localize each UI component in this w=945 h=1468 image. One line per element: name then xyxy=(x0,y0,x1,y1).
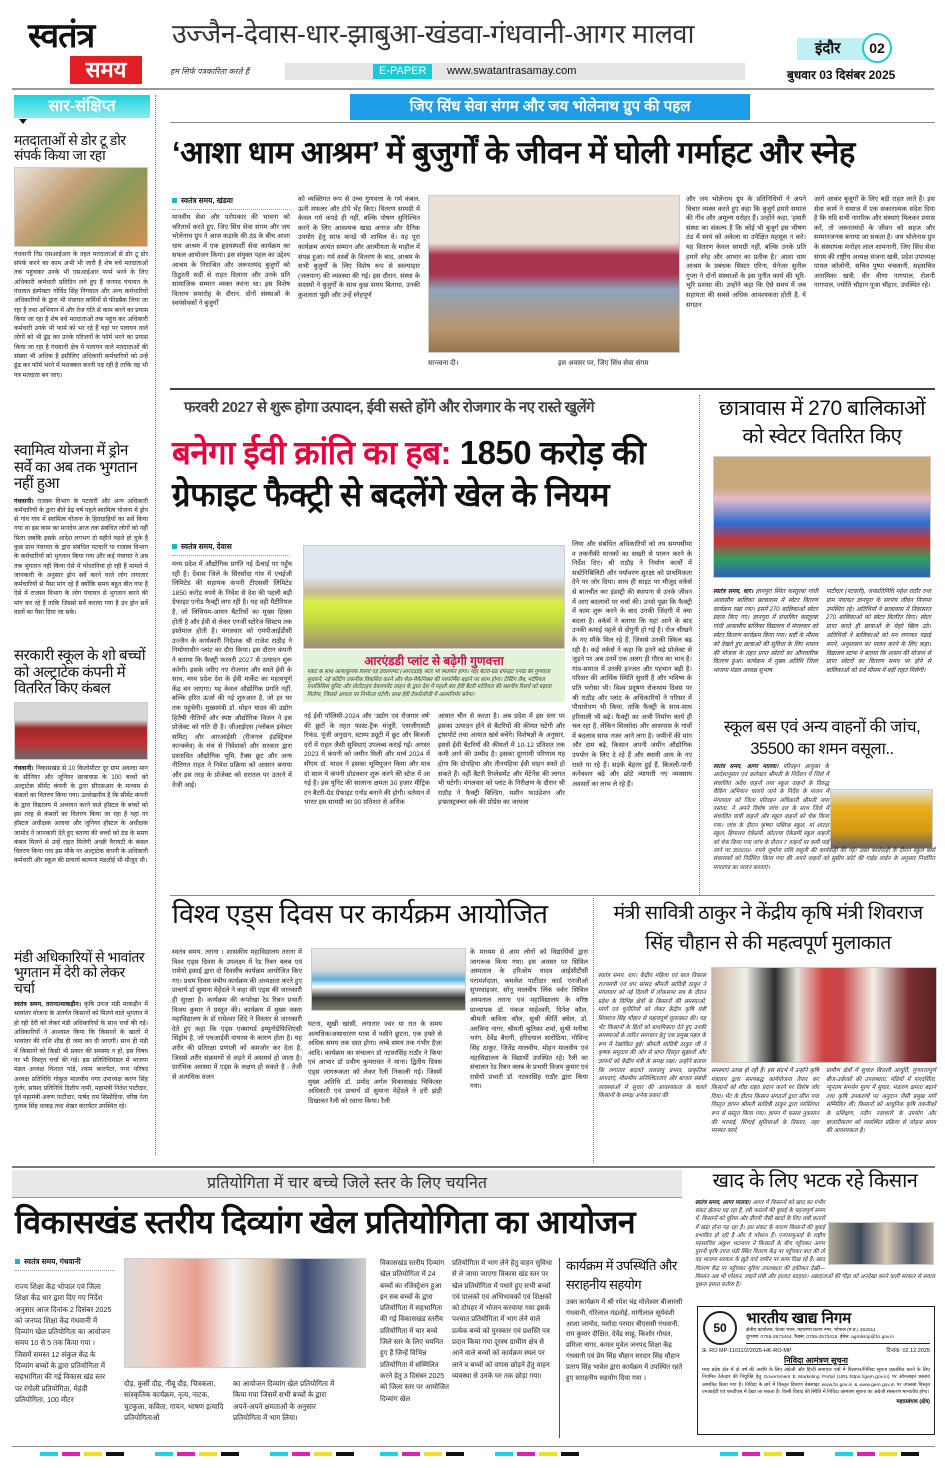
sidebar-body: कृषि उपज मंडी माकड़ौन में भावांतर योजना के अंतर्गत किसानों को मिलने वाले भुगतान में हो रही देरी को लेकर मंडी अधिकारियों के साथ चर्चा की गई। अधिकारियों ने आश्वस्त किया कि किसानों के खातों में भावांतर की राशि शीघ्र ही जमा कर दी जाएगी। साथ ही मंडी में किसानों को किसी भी प्रकार की समस्या न हो, इस विषय पर भी विस्तृत चर्चा की गई। इस प्रतिनिधिमंडल में भाजपा मंडल अध्यक्ष विशाल पांडे, श्याम कारपेंटर, नगर परिषद अध्यक्ष प्रतिनिधि गोकुल मालवीय नगर उपाध्यक्ष करण सिंह गुर्जर, सांसद प्रतिनिधि दिलीप नामी, महामंत्री नितेश पाटीदार, पूर्व महामंत्री अरुण पाटीदार, पार्षद राम सिसोदिया, वरिष्ठ नेता गुलाब सिंह धाकड़ तथा शेखर कारपेंटर उपस्थित रहे। xyxy=(14,1001,148,1111)
photo-hostel-girls xyxy=(713,456,931,578)
page-number: 02 xyxy=(862,33,892,63)
bus-headline: स्कूल बस एवं अन्य वाहनों की जांच, 35500 का शमन वसूला.. xyxy=(723,718,921,758)
fci-date: दिनांक: 02.12.2025 xyxy=(886,1348,930,1354)
hostel-col-2: पाटीदार (पटवारी), जनप्रतिनिधि महेश राठौर तथा ग्राम पंचायत ज्ञानपुरा के सरपंच जीवन निनामा उपस्थित रहे। अतिथियों ने छात्रावास में निवासरत 270 बालिकाओं को स्वेटर वितरित किए। स्वेटर प्राप्त करते ही छात्राओं के चेहरे खिल उठे। अतिथियों ने बालिकाओं को मन लगाकर पढ़ाई करने, अनुशासन का पालन करने के लिए कहा। विद्यालय स्टाफ ने बताया कि शासन की योजना से प्राप्त स्वेटरों का वितरण समय पर होने से बालिकाओं को सर्द मौसम में बड़ी राहत मिलेगी। xyxy=(826,589,931,675)
fci-signature: महाप्रबंधक (क्षेत्र) xyxy=(896,1398,930,1405)
sidebar-headline: मंडी अधिकारियों से भावांतर भुगतान में देरी को लेकर चर्चा xyxy=(14,949,145,996)
dateline: स्वतंत्र समय, धार। xyxy=(713,589,754,595)
sidebar-body: राजस्व विभाग के पटवारी और अन्य अधिकारी कर्मचारियों के द्वारा बीते डेढ़ वर्ष पहले स्वामित्व योजना में ड्रोन से गांव गांव में स्वामित्व योजना के हितग्राहियों का सर्वे किया गया था इस काम का मानदेय आज तक संबंधित लोगों को नहीं मिला जबकि इसके आदेश लगभग दो महीने पहले हो चुके हैं कुछ ग्राम पंचायत के द्वारा संबंधित पटवारी या राजस्व विभाग के कर्मचारियों को भुगतान किया गया और कई पंचायत ने अब तक भुगतान नहीं किया ऐसे में परेशानियां हो रही हैं मामले में जानकारी के अनुसार ड्रोन सर्वे करने वाले लोग लगातार कर्मचारियों से पैसा मांग रहे हैं क्योंकि समय बहुत बीत गया है ऐसे में राजस्व विभाग के लोग पंचायत से भुगतान करने की मांग कर रहे हैं ताकि जिससे सर्वे कराया गया है उन ड्रोन सर्वे वालों का पैसा दिया जा सके। xyxy=(14,497,148,617)
registration-marks xyxy=(720,1452,804,1456)
ev-headline-black: 1850 करोड़ की xyxy=(451,434,646,471)
registration-marks xyxy=(270,1452,354,1456)
footer-rule xyxy=(12,1446,935,1447)
ev-byline: स्वतंत्र समय, देवास xyxy=(172,542,290,556)
minister-col-3: ग्रामीण क्षेत्रों में सुचारु बिजली आपूर्ति, गुणवत्तापूर्ण बीज-उर्वरकों की उपलब्धता, मंडियों में पारदर्शिता, न्यूनतम समर्थन मूल्य में सुधार, भंडारण क्षमता बढ़ाने तथा कृषि उपकरणों पर अनुदान जैसी प्रमुख मांगें सम्मिलित थीं। किसानों को आधुनिक कृषि तकनीकों के प्रशिक्षण, नवीन नवाचारों के उपयोग और बाजारीकरण को व्यवस्थित प्रक्रिया से जोड़ना समय की आवश्यकता है। xyxy=(826,1068,936,1135)
lead-byline: स्वतंत्र समय, खंडवा xyxy=(172,196,290,210)
ev-caption-body: प्लांट के साथ अत्याधुनिक रिसर्च एंड डेवलपमेंट (आरएंडडी) सेंटर भी स्थापित होगा। यहां बैटरी-ग्रेड ग्रेफाइट एनोड की गुणवत्ता सुधारने, नई कोटिंग तकनीक विकसित करने और सेल-मैकेनिक्स की परफॉर्मेंस बढ़ाने पर काम होगा। टेस्टिंग लैब, मटेरियल एनालिसिस यूनिट और प्रोटोटाइप डेवलपमेंट लाइन के द्वारा देश में पहली बार ईवी बैटरी मटेरियल की स्थानीय रिसर्च को बढ़ावा मिलेगा, जिससे आयात पर निर्भरता घटेगी। साथ ईवी टेक्नोलॉजी में आत्मनिर्भर बनेगा। xyxy=(307,669,552,698)
logo-bottom: समय xyxy=(70,56,142,84)
photo-aids-rally xyxy=(311,948,466,1011)
photo-factory-inspection xyxy=(303,545,565,649)
column-divider xyxy=(559,1258,560,1438)
photo-voter-outreach xyxy=(14,167,148,247)
column-divider xyxy=(593,898,594,1163)
fci-body: मध्य प्रदेश क्षेत्र में दो वर्ष की अवधि के लिए अंग्रेजी और हिन्दी समाचार पत्रों में विज्ञापन/निविदा सूचना प्रकाशित करने के लिए नियमित ठेकेदार की नियुक्ति हेतु Government E Marketing Portal (URL:https://gem.gov.in) पर ऑनलाइन प्रस्ताव आमंत्रित किया गया है। निविदा के बारे में विस्तृत विवरण वेबसाइट www.fci.gov.in & www.gem.gov.in पर उपलब्ध विस्तृत एनआईटी एवं एसटीएस में देखा जा सकता है। किसी विवाद की स्थिति में निविदा आमंत्रण सूचना का अंग्रेजी संस्करण मान्य/वैध होगा। xyxy=(702,1368,930,1396)
sports-col-4: विकासखंड स्तरीय दिव्यांग खेल प्रतियोगिता में 24 बच्चों का रजिस्ट्रेशन हुआ इन सब बच्चों के द्वारा प्रतियोगिता में सहभागिता की गई विकासखंड स्तरीय प्रतियोगिता में चार बच्चे जिले स्तर के लिए चयनित हुए हैं जिन्हें विभिन्न प्रतियोगिता में सम्मिलित करने हेतु 3 दिसंबर 2025 को जिला स्तर पर आयोजित दिव्यांग खेल xyxy=(380,1260,449,1403)
dateline: स्वतंत्र समय, तराना/माकड़ौन। xyxy=(14,1001,82,1009)
sidebar-article xyxy=(14,950,148,1112)
lead-headline: ‘आशा धाम आश्रम’ में बुजुर्गों के जीवन में घोली गर्माहट और स्नेह xyxy=(172,135,855,170)
sports-side-headline: कार्यक्रम में उपस्थिति और सराहनीय सहयोग xyxy=(566,1258,677,1292)
sports-byline: स्वतंत्र समय, गंधवानी xyxy=(15,1257,115,1271)
sidebar-article xyxy=(14,648,148,866)
section-rule xyxy=(170,388,935,390)
fertilizer-headline: खाद के लिए भटक रहे किसान xyxy=(712,1170,918,1192)
sidebar-headline: सरकारी स्कूल के शो बच्चों को अल्ट्राटेक कंपनी में वितरित किए कंबल xyxy=(14,647,146,697)
registration-marks xyxy=(155,1452,239,1456)
region-title: उज्जैन-देवास-धार-झाबुआ-खंडवा-गंधवानी-आगर मालवा xyxy=(172,19,694,49)
hostel-col-1: ज्ञानपुरा स्थित कस्तूरबा गांधी आवासीय बालिका छात्रावास में स्वेटर वितरण कार्यक्रम रखा गया। इसमें 270 बालिकाओं स्वेटर प्रदान किए गए। ज्ञानपुरा में संचालित कस्तूरबा गांधी आवासीय बालिका विद्यालय में मंगलवार को स्वेटर वितरण कार्यक्रम किया गया। सर्दी के मौसम को देखते हुए छात्राओं की सुविधा के लिए शासन की योजना के तहत प्राप्त स्वेटरों का औपचारिक वितरण हुआ। कार्यक्रम में मुख्य अतिथि जिला भाजपा मंडल अध्यक्ष सुभाष xyxy=(713,589,818,675)
sidebar-label-arrow xyxy=(19,119,27,124)
fci-org-name: भारतीय खाद्य निगम xyxy=(746,1310,852,1327)
sports-col-2: दौड़, कुर्सी दौड़, नींबू दौड़, चित्रकला, सांस्कृतिक कार्यक्रम, नृत्य, नाटक, चुटकुला, कविता, गायन, भाषण इत्यादि प्रतियोगिताओं xyxy=(124,1379,224,1422)
edition-name: इंदौर xyxy=(815,40,841,57)
ev-col-3: आयात चीन से करता है। अब प्रदेश में इस स्तर पर इसका उत्पादन होने से बैटरियों की कीमत घटेगी और ट्रांसपोर्ट तथा आयात खर्च बचेंगे। विशेषज्ञों के अनुसार, इससे ईवी बैटरियों की कीमतों में 10-12 प्रतिशत तक कमी आने की उम्मीद है। इसका दूरगामी परिणाम यह होगा कि दोपहिया और तीनपहिया ईवी वाहन सस्ते हो सकते हैं। वहीं बैटरी रिप्लेसमेंट और मेंटेनेंस की लागत भी घटेगी। मंगलवार को प्लांट के निरीक्षण के दौरान श्री राठौड़ ने फैक्ट्री बिल्डिंग, मशीन फाउंडेशन और इन्फ्रास्ट्रक्चर वर्क की प्रोग्रेस का जायजा xyxy=(438,713,565,807)
lead-col-2: को व्यक्तिगत रूप से उच्च गुणवत्ता के गर्म कंबल, ऊनी मफलर और टोपे भेंट किए। वितरण सामग्री में केवल गर्म कपड़े ही नहीं, बल्कि पोषण सुनिश्चित करने के लिए आवश्यक खाद्य अनाज और दैनिक उपयोग हेतु साफ कपड़े भी शामिल थे। यह पूरा कार्यक्रम अत्यंत सम्मान और आत्मीयता के माहौल में संपन्न हुआ। गर्म वस्त्रों के वितरण के बाद, आश्रम के सभी बुजुर्गों के लिए विशेष रूप से स्वल्पाहार (जलपान) की व्यवस्था की गई। इस दौरान, संस्था के सदस्यों ने बुजुर्गों के साथ कुछ समय बिताया, उनकी कुशलता पूछी और उन्हें स्नेहपूर्ण xyxy=(298,196,420,299)
tagline: हम सिर्फ पत्रकारिता करते हैं xyxy=(170,67,249,76)
registration-marks xyxy=(380,1452,464,1456)
website-link[interactable]: www.swatantrasamay.com xyxy=(447,65,577,77)
issue-date: बुधवार 03 दिसंबर 2025 xyxy=(787,68,896,82)
sports-col-3: का आयोजन दिव्यांग खेल प्रतियोगिता में किया गया जिसमें सभी बच्चों के द्वारा अपने-अपने क्षमताओं के अनुसार प्रतियोगिता में भाग लिया। xyxy=(233,1379,335,1422)
lead-col-4: आगे आकर बुजुर्गों के लिए बड़ी राहत लाते हैं। इस सेवा कार्य ने समाज में एक सकारात्मक संदेश दिया है कि यदि सभी नागरिक और संस्थाएं मिलकर प्रयास करें, तो जरूरतमंदों के जीवन को सहज और सम्मानजनक बनाया जा सकता है। जय भोलेनाथ ग्रुप के संस्थापक मनोहर लाल शामनानी, जिए सिंध सेवा संगम की राष्ट्रीय अध्यक्ष संजना खत्री, प्रदेश उपाध्यक्ष पायल कॉलोनी, सचिव पुष्पा चंचलानी, सहसचिव अनामिका खत्री, वीर वीणा नागपाल, रोशनी नागपाल, ज्योति चौहान पूजा चौहान, उपस्थित रहे। xyxy=(814,196,936,290)
dateline: गंधवानी। xyxy=(14,497,34,505)
lead-col-3: और जय भोलेनाथ ग्रुप के प्रतिनिधियों ने अपने विचार व्यक्त करते हुए कहा कि बुजुर्ग हमारे समाज की नींव और अमूल्य धरोहर हैं। उन्होंने कहा, 'हमारी संस्था का संकल्प है कि कोई भी बुजुर्ग इस भीषण ठंड में स्वयं को अकेला या उपेक्षित महसूस न करे। यह वितरण केवल सामग्री नहीं, बल्कि उनके प्रति हमारे स्नेह और आभार का प्रतीक है।' आशा धाम आश्रम के प्रबंधक सिस्टर एरिना, मेनेजर सुनील गुप्ता ने दोनों संस्थाओं के इस पुनीत कार्य की भूरि-भूरि प्रशंसा की। उन्होंने कहा कि ऐसे समय में जब सहायता की सबसे अधिक आवश्यकता होती है, ये संगठन xyxy=(686,196,806,309)
ev-col-4: लिया और संबंधित अधिकारियों को तय समयसीमा व तकनीकी मानकों का सख्ती से पालन करने के निर्देश दिए। श्री राठौड़ ने निर्माण कार्यों में सस्टेनिबिलिटी और पर्यावरण सुरक्षा को प्राथमिकता देने पर जोर दिया। साथ ही साइट पर मौजूद वर्कर्स से बातचीत कर इंडस्ट्री की स्थापना से उनके जीवन में आए बदलावों पर चर्चा की। उनसे पूछा कि फैक्ट्री में काम शुरू करने के बाद उनकी जिंदगी में क्या बदला है। वर्कर्स ने बताया कि यहां आने के बाद उनकी कमाई पहले से दोगुनी हो गई है। रोज सीखने के नए मौके मिल रहे हैं, जिससे उनकी स्किल बढ़ रही है। कई वर्कर्स ने कहा कि इतने बड़े प्रोजेक्ट से जुड़ने पर अब उनमें एक अलग ही गौरव का भाव है। गांव-समाज में उनकी इज्जत और पहचान बढ़ी है। परिवार की आर्थिक स्थिति सुधरी है और भविष्य के प्रति भरोसा भी। विश्व प्रदूषण रोकथाम दिवस पर श्री राठौड़ और प्लांट के अधिकारियों ने परिसर में पौधारोपण भी किया, ताकि फैक्ट्री के साथ-साथ हरियाली भी बढ़े। फैक्ट्री का अभी निर्माण कार्य ही चल रहा है, लेकिन सिरसोदा और आसपास के गांवों में बदलाव साफ नजर आने लगा है। जमीनों की मांग और दाम बढ़े, किसान अपनी जमीन औद्योगिक उपयोग के लिए दे रहे हैं और स्थायी आय के नए रास्ते पा रहे हैं। सड़कें बेहतर हुई हैं, बिजली-पानी कनेक्शन बढ़े और छोटे व्यापारी नए व्यवसाय अवसरों का लाभ ले रहे हैं। xyxy=(572,541,692,788)
aids-col-3: के माध्यम से आम लोगों को विद्यार्थियों द्वारा जागरूक किया गया। इस अवसर पर सिविल अस्पताल के हरिओम यादव आईसीटीसी परामर्शदाता, कमलेश पाटीदार कार्ड एनजीओ सुपरवाइजर, सोनू मालवीय लिंक वर्कर सिविल अस्पताल तराना एवं महाविद्यालय के वरिष्ठ प्राध्यापक डॉ. पंकज माहेश्वरी, दिनेश कौल, श्रीमती कविता कौल, सुश्री कीर्ति बघेल, डॉ. अरविन्द नागर, श्रीमती श्रुतिका शर्मा, सुश्री मनीषा भरंग, देवेंद्र बैरागी, हरिदयाल सारोठिया, गोविन्द सिंह ठाकुर, जितेंद्र मालवीय, मोहन मालवीय एवं महाविद्यालय के विद्यार्थी उपस्थित रहे। रैली का संचालन रेड रिबन क्लब के प्रभारी विजय कुमार एवं रासेयो प्रभारी डॉ. नटवरसिंह राठौर द्वारा किया गया। xyxy=(470,949,588,1091)
aids-col-1: स्वतंत्र समय, तराना । शासकीय महाविद्यालय तराना में विश्व एड्स दिवस के उपलक्ष्य में रेड रिबन क्लब एवं रासेयो इकाई द्वारा दो दिवसीय कार्यक्रम आयोजित किए गए। प्रथम दिवस मंचीय कार्यक्रम की अध्यक्षता करते हुए प्राचार्य डॉ सुमाना मेहेंदले ने कहा की एड्स की जानकारी ही सुरक्षा है। कार्यक्रम की रूपरेखा रेड रिबन प्रभारी विजय कुमार ने प्रस्तुत की। कार्यक्रम में मुख्य वक्ता महाविद्यालय के डॉ रामेश्वर शिंदे ने विस्तार से जानकारी देते हुए कहा कि एड्स एक्वायर्ड इम्यूनोडेफिशिएंसी सिंड्रोम है, जो एचआईवी वायरस के कारण होता है। यह शरीर की प्रतिरक्षा प्रणाली को कमजोर कर देता है, जिससे शरीर संक्रमणों से लड़ने में असमर्थ हो जाता है। प्रारंभिक अवस्था में एड्स के लक्षण हो सकते है - तेजी से अत्यधिक वजन xyxy=(172,949,302,1081)
ev-headline-line2: ग्रेफाइट फैक्ट्री से बदलेंगे खेल के नियम xyxy=(172,476,610,513)
fci-ref: क्र. RO MP-11011/2/2025-HK-RO-MP xyxy=(702,1348,792,1354)
minister-col-2: समस्याएं उत्पन्न हो रही हैं। इस संदर्भ में उन्होंने कृषि मंत्रालय द्वारा समयबद्ध कार्ययोजना तैयार कर किसानों को शीघ्र राहत प्रदान करने पर विशेष जोर दिया। भेंट के दौरान किसान संगठनों द्वारा सौंपा गया विस्तृत ज्ञापन श्रीमती सावित्री ठाकुर द्वारा व्यक्तिगत रूप से प्रस्तुत किया गया। ज्ञापन में फसल नुकसान की भरपाई, सिंचाई सुविधाओं के विस्तार, नहर मरम्मत कार्य, xyxy=(711,1068,819,1135)
photo-blanket-distribution xyxy=(14,702,148,760)
dateline: गंधवानी। xyxy=(14,764,34,772)
masthead-logo xyxy=(28,18,143,86)
sports-side-body: उक्त कार्यक्रम में श्री रमेश चंद्र मोलेश्वर बीआरसी गंधवानी, गोरेलाल मंडलोई, मांगीलाल सूर्यवंशी आशा जामोद, यशोदा परमार बीएससी गंधवानी, राम कुमार दीक्षित, देवेंद्र साहू, किशोर गोयल, प्रमिला नागर, कमल मुवेल जनपद शिक्षा केंद्र गंधवानी एवं प्रेम सिंह चौहान सरदार सिंह चौहान प्रताप सिंह भावेल द्वारा कार्यक्रम में उपस्थित रहते हुए सराहनीय सहयोग दिया गया । xyxy=(566,1299,683,1382)
fci-title: निविदा आमंत्रण सूचना xyxy=(784,1356,848,1365)
aids-col-2: घटना, सूखी खांसी, लगातार ज्वर या रात के समय अत्यधिक/असाधारण मात्रा में पसीने छूटना, एक हफ्ते से अधिक समय तक दस्त होना। लम्बे समय तक गंभीर हैजा आदि। कार्यक्रम का संचालन डॉ नटवरसिंह राठौर ने किया एवं आभार डॉ प्रवीण कुमरावत ने माना। द्वितीय दिवस एड्स जागरूकता को लेकर रैली निकाली गई। जिसमें मुख्य अतिथि डॉ. प्रमोद अर्गल विकासखंड चिकित्सा अधिकारी एवं प्राचार्य डॉ सुमाना मेहेंदले ने हरी झंडी दिखाकर रैली को रवाना किया। रैली xyxy=(308,1021,442,1105)
lead-col-1: मानवीय सेवा और परोपकार की भावना को चरितार्थ करते हुए, जिए सिंध सेवा संगम और जय भोलेनाथ ग्रुप ने आज कड़ाके की ठंड के बीच आशा धाम आश्रम में एक हृदयस्पर्शी सेवा कार्यक्रम का सफल आयोजन किया। इस संयुक्त पहल का उद्देश्य आश्रम के निराश्रित और जरूरतमंद बुजुर्गों को ठिठुरती सर्दी से राहत दिलाना और उनके प्रति सामाजिक सम्मान व्यक्त करना था। इस विशेष वितरण समारोह के दौरान, दोनों संस्थाओं के स्वयंसेवकों ने बुजुर्गों xyxy=(172,214,290,308)
sports-headline: विकासखंड स्तरीय दिव्यांग खेल प्रतियोगिता का आयोजन xyxy=(15,1204,636,1240)
kicker-rule xyxy=(170,122,935,123)
ev-col-1: मध्य प्रदेश में औद्योगिक प्रगति नई ऊँचाई पर पहुँच रही है। देवास जिले के सिरसोदा गांव में एचईजी लिमिटेड की सहायक कंपनी टीएससी लिमिटेड 1850 करोड़ रुपये के निवेश से देश की पहली बड़ी ग्रेफाइट एनोड फैक्ट्री लगा रही है। यह वही मैटीरियल है, जो लिथियम-आयन बैटरियों का मुख्य हिस्सा होती है और ईवी से लेकर एनर्जी स्टोरेज सिस्टम तक इस्तेमाल होती है। मंगलवार को एमपीआईडीसी उज्जैन के कार्यकारी निदेशक श्री राजेश राठौड़ ने निर्माणाधीन प्लांट का दौरा किया। इस दौरान कंपनी ने बताया कि फैक्ट्री फरवरी 2027 से उत्पादन शुरू करेगी। इसके जरिए नए रोजगार और सस्ते ईवी के साथ, मध्य प्रदेश देश के ईवी मार्केट का महत्वपूर्ण केंद्र बन जाएगा। यह केवल औद्योगिक प्रगति नहीं, बल्कि हरित ऊर्जा की नई शुरुआत है, जो हर घर तक पहुंचेगी। मुख्यमंत्री डॉ. मोहन यादव की उद्योग हितैषी नीतियों और स्पष्ट औद्योगिक विजन ने इस प्रोजेक्ट को गति दी है। जीआईएस (ग्लोबल इंवेस्टर समिट) और आरआईसी (रीजनल इंडस्ट्रियल कान्क्लेव) के मंच से निवेशकों और सरकार द्वारा प्रस्तावित औद्योगिक भूमि, टैक्स छूट और अन्य नीतिगत राहत ने निवेश प्रक्रिया को आसान बनाया और इस तरह के प्रोजेक्ट को धरातल पर उतरने में तेजी आई। xyxy=(172,561,292,789)
bus-body-bottom: हिमालय ऐकेडमी, कोटल्या ऐकेडमी स्कूल वाहनों को चेक किया गया जांच के दौरान 7 वाहनों पर कमी पाई जाने पर 35500/- रुपये जुर्माना राशि वसूली की कार्यवाही की गई। उक्त कार्यवाही के दौरान स्कूल बसों संचालकों को निर्देशित किया गया की अपने वाहनों को सुप्रीम कोर्ट की गाईड लाईन के अनुसार निर्धारित मापदण्ड का पालन करवाएं। xyxy=(713,831,935,871)
section-rule xyxy=(12,1166,935,1168)
fci-contact: दूरभाष: 0755-2573444, फैक्स: 0755-2573418, ईमेल: agmlkmp@fci.gov.in xyxy=(746,1334,930,1344)
epaper-label: E-PAPER xyxy=(373,64,432,79)
photo-sports-event xyxy=(124,1258,366,1368)
ev-headline-red: बनेगा ईवी क्रांति का हब: xyxy=(172,434,452,471)
sidebar-body: गंधवानी निप्र एसआईआर के तहत मतदाताओं से डोर टू डोर संपर्क करने का काम अभी भी जारी है शेष बचे मतदाताओं तक पहुंचकर उनके भी एसआईआर फार्म भरने के लिए अधिकारी कर्मचारी प्रतिदिन लगे हुए हैं जनपद पंचायत के पंचायत इंस्पेक्टर गोविंद सिंह निगवाल और अन्य कर्मचारियों अधिकारियों के द्वारा भी पंचायत कर्मियों से फीडबैक लिया जा रहा है तथा अभियान में और तेज गति से काम करने का प्रयास किया जा रहा है शेष बचे मतदाताओं तक पहुंच कर अधिकारी कर्मचारी उनके भी फार्म को भर रहे हैं यहां पर पलायन वाले लोगों को भी ढूंढ कर उनके परिजनों के फॉर्म भरने का प्रयास किया जा रहा है गंधवानी क्षेत्र में पलायन वाले मतदाताओं की संख्या भी अधिक है इसीलिए अधिकारी कर्मचारियों को उन्हें ढूंढ कर फॉर्म भरने में मशक्कत करनी पड़ रही है ताकि वह भी पत्र मतदाता बन जाए। xyxy=(14,250,148,379)
fci-logo: 50 xyxy=(703,1311,737,1345)
fci-tender-ad xyxy=(697,1306,935,1435)
sports-col-5: प्रतियोगिता में भाग लेने हेतु वाहन सुविधा से ले जाया जाएगा विकास खंड स्तर पर खेल प्रतियोगिता में पधारे हुए सभी बच्चों एवं पालकों एवं अभिभावकों एवं शिक्षकों को दोपहर में भोजन करवाया गया इसके पश्चात प्रतियोगिता में भाग लेने वाले प्रत्येक बच्चे को पुरस्कार एवं प्रशस्ति पत्र प्रदान किया गया दूरस्थ ग्रामीण क्षेत्र से आने वाले बच्चों को कार्यक्रम स्थल पर लाने व बच्चों को वापस छोड़ने हेतु वाहन व्यवस्था से उनके घर तक छोड़ा गया। xyxy=(452,1260,552,1380)
photo-ashram-elders xyxy=(428,195,680,353)
ev-kicker: फरवरी 2027 से शुरू होगा उत्पादन, ईवी सस्ते होंगे और रोजगार के नए रास्ते खुलेंगे xyxy=(184,399,595,416)
lead-kicker: जिए सिंध सेवा संगम और जय भोलेनाथ ग्रुप की पहल xyxy=(350,94,750,120)
bus-body-top: परिवहन आयुक्त के आदेशानुसार एवं कलेक्टर श्रीमती के निर्देशन में जिले में संचालित अवैध वाहनों तथा स्कूल वाहनों के विरुद्ध चैकिंग अभियान चलाये जाने के निर्देश के पालन में मंगलवार को जिला परिवहन अधिकारी श्रीमती जया वसावा, ने अपने विशेष जांच दल के साथ जिले में संचालित यात्री वाहनों और स्कूल वाहनों को चेक किया गया। जांच के दौरान कृष्णा पब्लिक स्कूल, मां शारदा स्कूल, xyxy=(713,764,829,838)
sidebar-headline: मतदाताओं से डोर टू डोर संपर्क किया जा रहा xyxy=(14,132,126,164)
photo-minister-meeting xyxy=(711,967,937,1063)
sports-col-1: राज्य शिक्षा केंद्र भोपाल एवं जिला शिक्षा केंद्र धार द्वारा दिए गए निर्देश अनुसार आज दिनांक 2 दिसंबर 2025 को जनपद शिक्षा केंद्र गंधवानी में दिव्यांग खेल प्रतियोगिता का आयोजन समय 10 से 5 तक किया गया । जिसमें समस्त 12 संकुल केंद्र के दिव्यांग बच्चों के द्वारा प्रतियोगिता में सहभागिता की गई विकास खंड स्तर पर रंगोली प्रतियोगिता, मेहंदी प्रतियोगिता, 100 मीटर xyxy=(15,1282,112,1404)
logo-top: स्वतंत्र xyxy=(28,17,95,55)
registration-marks xyxy=(40,1452,124,1456)
registration-marks xyxy=(495,1452,579,1456)
sidebar-article xyxy=(14,133,148,380)
sidebar-article xyxy=(14,443,148,617)
sidebar-label: सार-संक्षिप्त xyxy=(14,95,150,118)
minister-col-1: स्वतंत्र समय, धार। केंद्रीय महिला एवं बाल विकास राज्यमंत्री एवं धार सांसद श्रीमती सावित्री ठाकुर ने मंगलवार को नई दिल्ली में लोकसभा सत्र के दौरान प्रदेश के विभिन्न क्षेत्रों के किसानों की समस्याओं, मांगों एवं चुनौतियों को लेकर केंद्रीय कृषि मंत्री शिवराज सिंह चौहान से महत्वपूर्ण मुलाकात की। यह भेंट किसानों के हितों को प्राथमिकता देते हुए उनकी समस्याओं के त्वरित समाधान हेतु एक प्रमुख पहल के रूप में रेखांकित हुई। श्रीमती सावित्री ठाकुर जी ने कृषक समुदाय की ओर से प्राप्त विस्तृत सुझावों और ज्ञापनों को केंद्रीय मंत्री के समक्ष रखा। उन्होंने बताया कि लगातार बदलते जलवायु प्रभाव, प्राकृतिक आपदाएं, मौसमीय अनिश्चितताएं और बाजार संबंधी व्यवस्थाओं में सुधार की आवश्यकता के चलते किसानों के समक्ष अनेक प्रकार की xyxy=(598,973,706,1100)
right-column-divider xyxy=(699,395,700,895)
fci-address: क्षेत्रीय कार्यालय, चेतक भवन, महाराणा प्रताप नगर, भोपाल (म.प्र.) 462011 xyxy=(746,1328,876,1333)
ev-col-2: नई ईवी पॉलिसी-2024 और 'उद्योग एवं रोजगार वर्ष' की छूटों के तहत फास्ट-ट्रैक मंजूरी, एसजीएसटी रिफंड, पूंजी अनुदान, स्टाम्प ड्यूटी में छूट और बिजली दरों में राहत जैसी सुविधाएं उपलब्ध कराई गईं। अगस्त 2023 में कंपनी को जमीन मिली और मार्च 2024 में सीएम डॉ. यादव ने इसका भूमिपूजन किया और मात्र दो साल में कंपनी प्रोडक्शन शुरू करने की स्टेज में आ गई है। इस यूनिट की सालाना क्षमता 30 हजार मीट्रिक टन बैटरी-ग्रेड ग्रेफाइट एनोड बनाने की होगी। वर्तमान में भारत इस सामग्री का 90 प्रतिशत से अधिक xyxy=(304,713,430,807)
dateline: स्वतंत्र समय, आगर मालवा। xyxy=(713,764,779,770)
sidebar-body: विकासखंड से 10 किलोमीटर दूर ग्राम अवल्दा मान के सीनियर और जूनियर छात्रावास के 100 बच्चों को अल्ट्राटेक सीमेंट कंपनी के द्वारा सीएसआर के माध्यम से कंबलों का वितरण किया गया। उल्लेखनीय है कि सीमेंट कंपनी के द्वारा विद्यालय में अध्ययन करने वाले हॉस्टल के बच्चों को इस तरह से कंबलों का वितरण किया जा रहा है यहां पर हॉस्टल अधीक्षक अलावा और जूनियर हॉस्टल के अधीक्षक जामोद ने जानकारी देते हुए बताया की बच्चों को ठंड के समय कंबल मिलने से उन्हें राहत मिलेगी अच्छी वैरायटी के कंबल वितरण किया गया इस मौके पर अल्ट्राटेक कंपनी के अधिकारी कर्मचारी और स्कूल की प्राचार्य कल्पना मंडलोई भी मौजूद थी। xyxy=(14,764,148,865)
sports-kicker: प्रतियोगिता में चार बच्चे जिले स्तर के लिए चयनित xyxy=(12,1170,682,1198)
fertilizer-body-top: आगर में किसानों को खाद का गंभीर संकट झेलना पड़ रहा है, रबी फसलों की बुवाई के महत्वपूर्ण समय में, किसानों को यूरिया और डीएपी जैसी खादों के लिए लंबी कतारों में खड़ा होना पड़ रहा है। इस संकट के कारण किसानों की बुवाई प्रभावित हो रही है और वे परेशान हैं। एनएसयूआई के राष्ट्रीय महासचिव अंकुश भटनागर ने किसानों के बीच पहुँचकर आगर पुरानी कृषि उपज मंडी स्थित वितरण केंद्र पर पहुँचकर बात की तो वह भाजपा xyxy=(695,1200,825,1264)
section-rule xyxy=(170,895,935,896)
lead-caption-left: सान्त्वना दी। xyxy=(428,360,459,367)
masthead-divider xyxy=(12,88,934,90)
fertilizer-body-bottom: सरकार के झूठे वादे जमीन पर साफ दिख रहे हैं। खाद वितरण केंद्र पर पहुँचकर यूरिया उपलब्धता की हकीकत देखी—किसान अब भी परेशान, लाइनें लंबी और हालात बदहाल। अन्नदाताओं की पीड़ा को अनदेखा करने वाली सरकार से सवाल पूछना हमारा कर्तव्य है। xyxy=(695,1257,935,1289)
lead-caption-right: इस अवसर पर, जिए सिंध सेवा संगम xyxy=(558,360,649,367)
aids-headline: विश्व एड्स दिवस पर कार्यक्रम आयोजित xyxy=(172,899,548,929)
sidebar-headline: स्वामित्व योजना में ड्रोन सर्वे का अब तक भुगतान नहीं हुआ xyxy=(14,442,137,492)
sidebar-divider xyxy=(155,95,156,1155)
hostel-headline: छात्रावास में 270 बालिकाओं को स्वेटर वितरित किए xyxy=(718,397,926,448)
ev-headline xyxy=(172,432,697,516)
registration-marks xyxy=(835,1452,919,1456)
ev-caption-title: आरएंडडी प्लांट से बढ़ेगी गुणवत्ता xyxy=(364,654,504,668)
minister-headline: मंत्री सावित्री ठाकुर ने केंद्रीय कृषि मंत्री शिवराज सिंह चौहान से की महत्वपूर्ण मुलाकात xyxy=(613,902,923,954)
dateline: स्वतंत्र समय, आगर मालवा। xyxy=(695,1200,751,1206)
ev-caption-box xyxy=(303,650,565,702)
